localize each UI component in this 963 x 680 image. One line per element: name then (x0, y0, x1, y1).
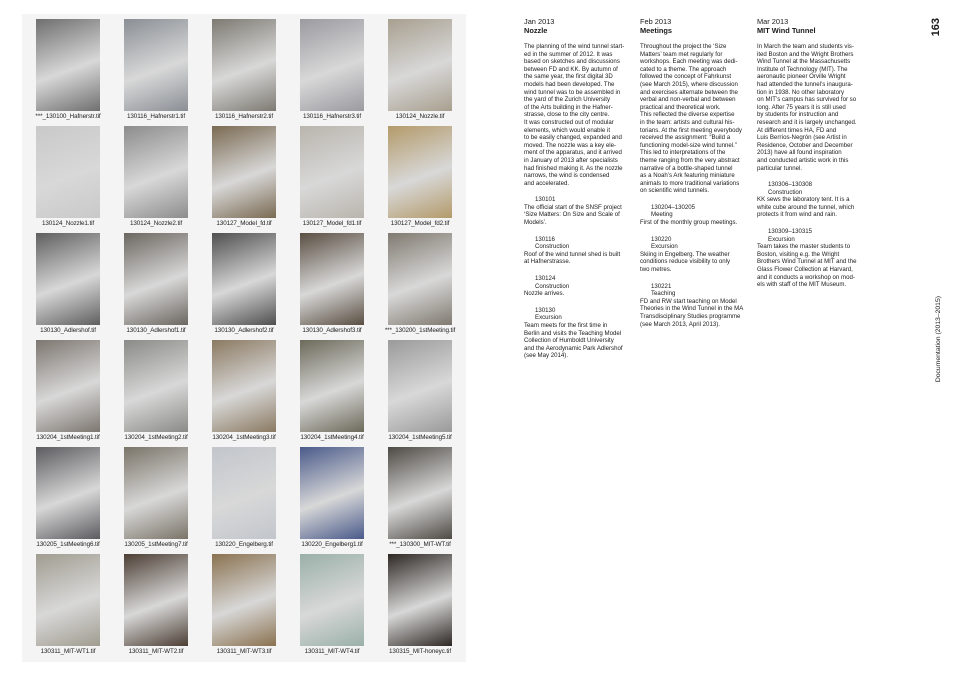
contact-sheet-thumbnail (289, 233, 375, 334)
column-heading: Meetings (640, 26, 673, 35)
thumbnail-caption: ***_130100_Hafnerstr.tif (35, 113, 101, 120)
entry-type: Construction (768, 188, 803, 196)
column-jan-2013 (524, 17, 632, 360)
contact-sheet-thumbnail (25, 233, 111, 334)
contact-sheet-thumbnail (377, 447, 463, 548)
chronology-entry (640, 204, 748, 227)
thumbnail-caption: 130130_Adlershof3.tif (302, 327, 362, 334)
contact-sheet-thumbnail (377, 19, 463, 120)
column-body: The planning of the wind tunnel start- ed in the summer of 2012. It was based on sketches and discussions between FD and KK. By autumn of the same year, the first digital 3D models had been developed. The wind tunnel was to be assembled in the yard of the Zurich University of the Arts building in the Hafner- strasse, close to the city centre. It was constructed out of modular elements, which would enable it to be easily changed, expanded and moved. The nozzle was a key ele- ment of the apparatus, and it arrived in January of 2013 after specialists had finished making it. As the nozzle narrows, the wind is condensed and accelerated. (524, 43, 625, 187)
entry-type: Excursion (768, 235, 795, 243)
entry-type: Excursion (651, 243, 678, 251)
column-heading: Nozzle (524, 26, 548, 35)
contact-sheet-thumbnail (289, 447, 375, 548)
chronology-entry (757, 181, 865, 219)
column-date: Jan 2013 (524, 17, 555, 26)
contact-sheet-thumbnail (201, 340, 287, 441)
thumbnail-caption: 130204_1stMeeting5.tif (388, 434, 452, 441)
contact-sheet-thumbnail (201, 126, 287, 227)
thumbnail-caption: 130311_MIT-WT2.tif (128, 648, 184, 655)
entry-code: 130101 (535, 196, 556, 204)
photo-thumbnail (36, 233, 100, 325)
photo-thumbnail (212, 126, 276, 218)
page-number: 163 (930, 18, 942, 37)
entry-type: Construction (535, 243, 570, 251)
thumbnail-caption: 130204_1stMeeting3.tif (212, 434, 276, 441)
thumbnail-caption: 130220_Engelberg.tif (215, 541, 273, 548)
entry-type: Teaching (651, 290, 676, 298)
chronology-entry (524, 196, 632, 226)
thumbnail-caption: 130124_Nozzle.tif (395, 113, 445, 120)
photo-thumbnail (124, 340, 188, 432)
thumbnail-caption: 130315_MIT-honeyc.tif (389, 648, 451, 655)
contact-sheet-thumbnail (113, 19, 199, 120)
photo-thumbnail (212, 19, 276, 111)
contact-sheet (22, 14, 466, 662)
thumbnail-caption: 130127_Model_fd1.tif (302, 220, 362, 227)
photo-thumbnail (300, 447, 364, 539)
thumbnail-caption: 130130_Adlershof1.tif (126, 327, 186, 334)
thumbnail-caption: 130124_Nozzle1.tif (41, 220, 95, 227)
chronology-entry (640, 236, 748, 274)
entry-type: Excursion (535, 314, 562, 322)
photo-thumbnail (212, 554, 276, 646)
photo-thumbnail (300, 19, 364, 111)
column-body: Throughout the project the ‘Size Matters’ team met regularly for workshops. Each meeting was dedi- cated to a theme. The approach followed the concept of Fahrkunst (see March 2015), where discussion and exercises alternate between the verbal and non-verbal and between practical and theoretical work. This reflected the diverse expertise in the team: artists and cultural his- torians. At the first meeting everybody received the assignment: “Build a functioning model-size wind tunnel.” This led to interpretations of the theme ranging from the very abstract narrative of a bottle-shaped tunnel as a Noah’s Ark featuring miniature animals to more traditional variations on scientific wind tunnels. (640, 43, 742, 195)
contact-sheet-thumbnail (201, 447, 287, 548)
entry-code: 130204–130205 (651, 203, 696, 211)
entry-text: Skiing in Engelberg. The weather conditions reduce visibility to only two metres. (640, 250, 731, 274)
photo-thumbnail (36, 447, 100, 539)
entry-text: FD and RW start teaching on Model Theories in the Wind Tunnel in the MA Transdisciplinary Studies programme (see March 2013, April 2013). (640, 297, 744, 328)
entry-text: The official start of the SNSF project ‘Size Matters: On Size and Scale of Models’. (524, 203, 622, 227)
thumbnail-caption: 130205_1stMeeting7.tif (124, 541, 188, 548)
entry-code: 130130 (535, 306, 556, 314)
contact-sheet-thumbnail (25, 19, 111, 120)
contact-sheet-thumbnail (289, 340, 375, 441)
entry-code: 130116 (535, 235, 555, 243)
thumbnail-caption: 130116_Hafnerstr1.tif (127, 113, 185, 120)
photo-thumbnail (212, 447, 276, 539)
thumbnail-caption: 130116_Hafnerstr2.tif (215, 113, 273, 120)
thumbnail-caption: 130130_Adlershof2.tif (214, 327, 274, 334)
photo-thumbnail (388, 447, 452, 539)
thumbnail-caption: 130205_1stMeeting6.tif (36, 541, 100, 548)
entry-code: 130221 (651, 282, 672, 290)
entry-text: Team takes the master students to Boston, visiting e.g. the Wright Brothers Wind Tunnel at MIT and the Glass Flower Collection at Harvard, and it conducts a workshop on mod- els with staff of the MIT Museum. (757, 243, 857, 289)
entry-type: Construction (535, 282, 570, 290)
thumbnail-caption: 130127_Model_fd.tif (216, 220, 272, 227)
contact-sheet-thumbnail (113, 447, 199, 548)
contact-sheet-thumbnail (289, 19, 375, 120)
entry-type: Meeting (651, 211, 673, 219)
contact-sheet-thumbnail (25, 554, 111, 655)
thumbnail-caption: 130311_MIT-WT4.tif (304, 648, 360, 655)
photo-thumbnail (36, 126, 100, 218)
contact-sheet-thumbnail (377, 340, 463, 441)
contact-sheet-thumbnail (113, 126, 199, 227)
thumbnail-caption: 130130_Adlershof.tif (40, 327, 96, 334)
column-body: In March the team and students vis- ited Boston and the Wright Brothers Wind Tunnel at the Massachusetts Institute of Technology (MIT). The aeronautic pioneer Orville Wright had attended the tunnel’s inaugura- tion in 1938. No other laboratory on MIT’s campus has survived for so long. After 75 years it is still used by students for instruction and research and it is largely unchanged. At different times HA, FD and Luis Berríos-Negrón (see Artist in Residence, October and December 2013) have all found inspiration and conducted artistic work in this particular tunnel. (757, 43, 857, 172)
photo-thumbnail (124, 447, 188, 539)
column-heading: MIT Wind Tunnel (757, 26, 816, 35)
entry-text: Team meets for the first time in Berlin and visits the Teaching Model Collection of Humboldt University and the Aerodynamic Park Adlershof (see May 2014). (524, 322, 623, 360)
contact-sheet-thumbnail (377, 554, 463, 655)
thumbnail-caption: 130311_MIT-WT3.tif (216, 648, 272, 655)
contact-sheet-thumbnail (113, 554, 199, 655)
column-mar-2013 (757, 17, 865, 289)
photo-thumbnail (388, 126, 452, 218)
contact-sheet-thumbnail (113, 340, 199, 441)
thumbnail-caption: 130127_Model_fd2.tif (390, 220, 450, 227)
thumbnail-caption: 130311_MIT-WT1.tif (40, 648, 96, 655)
contact-sheet-thumbnail (377, 126, 463, 227)
contact-sheet-thumbnail (377, 233, 463, 334)
photo-thumbnail (300, 340, 364, 432)
contact-sheet-thumbnail (25, 126, 111, 227)
thumbnail-caption: 130124_Nozzle2.tif (129, 220, 183, 227)
photo-thumbnail (212, 233, 276, 325)
photo-thumbnail (36, 554, 100, 646)
photo-thumbnail (124, 554, 188, 646)
thumbnail-caption: 130204_1stMeeting2.tif (124, 434, 188, 441)
photo-thumbnail (388, 19, 452, 111)
photo-thumbnail (300, 554, 364, 646)
contact-sheet-thumbnail (201, 19, 287, 120)
column-feb-2013 (640, 17, 748, 328)
thumbnail-caption: ***_130200_1stMeeting.tif (384, 327, 456, 334)
entry-text: First of the monthly group meetings. (640, 219, 738, 227)
photo-thumbnail (388, 233, 452, 325)
contact-sheet-thumbnail (25, 340, 111, 441)
chronology-entry (757, 228, 865, 289)
contact-sheet-thumbnail (289, 126, 375, 227)
photo-thumbnail (124, 233, 188, 325)
thumbnail-caption: ***_130300_MIT-WT.tif (389, 541, 451, 548)
chronology-entry (640, 283, 748, 329)
contact-sheet-thumbnail (25, 447, 111, 548)
entry-text: Roof of the wind tunnel shed is built at Hafnerstrasse. (524, 250, 621, 266)
thumbnail-caption: 130220_Engelberg1.tif (301, 541, 363, 548)
running-head: Documentation (2013–2015) (935, 296, 942, 383)
contact-sheet-thumbnail (201, 233, 287, 334)
photo-thumbnail (212, 340, 276, 432)
entry-code: 130309–130315 (768, 228, 813, 236)
photo-thumbnail (300, 126, 364, 218)
photo-thumbnail (124, 126, 188, 218)
photo-thumbnail (388, 554, 452, 646)
entry-code: 130124 (535, 275, 556, 283)
thumbnail-caption: 130204_1stMeeting1.tif (36, 434, 100, 441)
entry-text: KK sews the laboratory tent. It is a white cube around the tunnel, which protects it from wind and rain. (757, 196, 855, 219)
entry-code: 130220 (651, 235, 672, 243)
photo-thumbnail (124, 19, 188, 111)
photo-thumbnail (36, 19, 100, 111)
chronology-entry (524, 236, 632, 266)
photo-thumbnail (36, 340, 100, 432)
entry-code: 130306–130308 (768, 181, 813, 189)
chronology-entry (524, 275, 632, 298)
column-date: Mar 2013 (757, 17, 789, 26)
column-date: Feb 2013 (640, 17, 672, 26)
contact-sheet-thumbnail (289, 554, 375, 655)
photo-thumbnail (300, 233, 364, 325)
thumbnail-caption: 130116_Hafnerstr3.tif (303, 113, 361, 120)
thumbnail-caption: 130204_1stMeeting4.tif (300, 434, 364, 441)
contact-sheet-thumbnail (113, 233, 199, 334)
photo-thumbnail (388, 340, 452, 432)
entry-text: Nozzle arrives. (524, 290, 565, 298)
contact-sheet-thumbnail (201, 554, 287, 655)
chronology-entry (524, 307, 632, 360)
